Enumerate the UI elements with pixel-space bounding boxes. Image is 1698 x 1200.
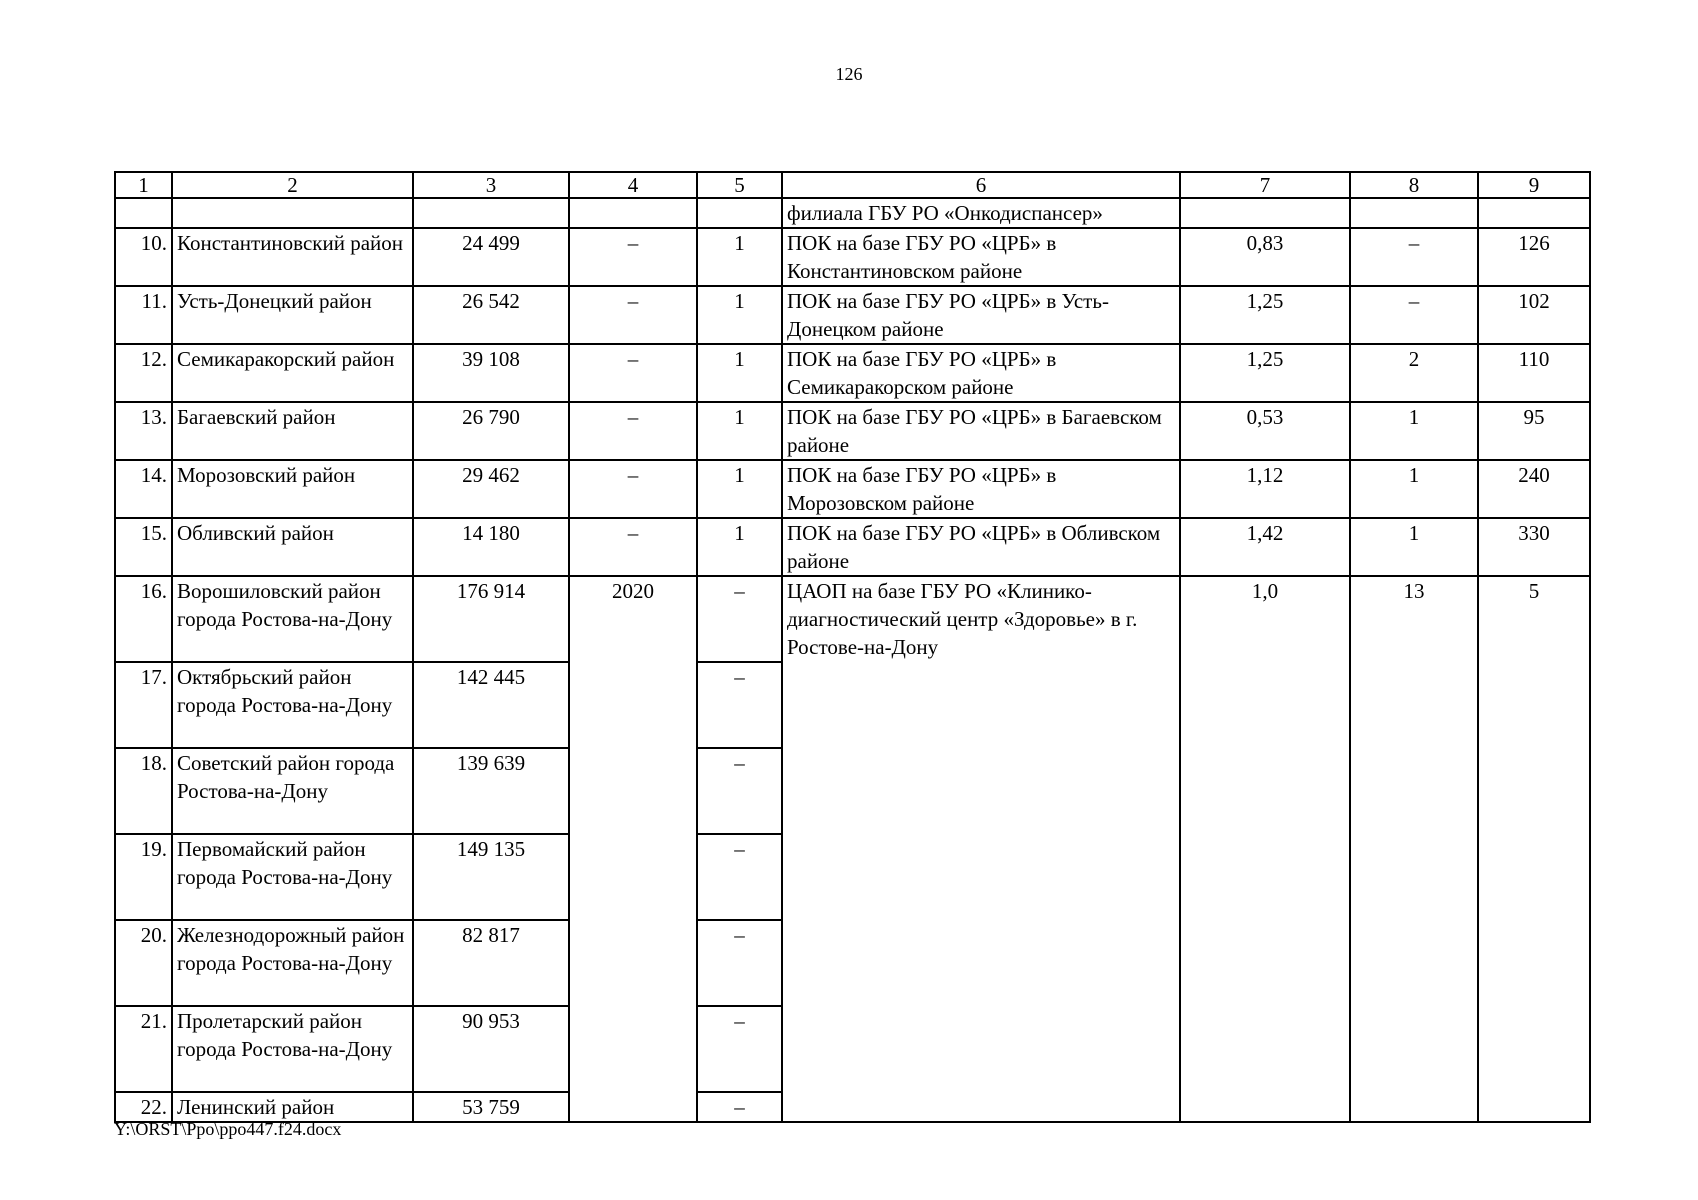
col5-cell: 1 — [697, 402, 782, 460]
header-cell: 8 — [1350, 172, 1478, 198]
district-cell: Обливский район — [172, 518, 413, 576]
district-cell: Ворошиловский район города Ростова-на-Дону — [172, 576, 413, 662]
population-cell: 29 462 — [413, 460, 569, 518]
district-cell: Первомайский район города Ростова-на-Дону — [172, 834, 413, 920]
header-cell: 4 — [569, 172, 697, 198]
table-row — [115, 286, 1590, 344]
col9-cell: 330 — [1478, 518, 1590, 576]
col5-cell: 1 — [697, 460, 782, 518]
year-cell: – — [569, 460, 697, 518]
org-cell: ПОК на базе ГБУ РО «ЦРБ» в Багаевском районе — [782, 402, 1180, 460]
col8-cell: – — [1350, 286, 1478, 344]
year-cell: – — [569, 402, 697, 460]
col7-cell: 1,25 — [1180, 344, 1350, 402]
header-cell: 2 — [172, 172, 413, 198]
population-cell: 90 953 — [413, 1006, 569, 1092]
footer-file-path: Y:\ORST\Ppo\ppo447.f24.docx — [114, 1119, 342, 1139]
population-cell: 176 914 — [413, 576, 569, 662]
population-cell: 149 135 — [413, 834, 569, 920]
table-row — [115, 228, 1590, 286]
population-cell: 82 817 — [413, 920, 569, 1006]
table-row — [115, 402, 1590, 460]
col5-cell: 1 — [697, 228, 782, 286]
col8-cell: – — [1350, 228, 1478, 286]
col5-cell: – — [697, 748, 782, 834]
col5-cell: – — [697, 834, 782, 920]
row-number: 17. — [115, 662, 172, 748]
col8-cell: 2 — [1350, 344, 1478, 402]
header-cell: 3 — [413, 172, 569, 198]
row-number: 13. — [115, 402, 172, 460]
data-table — [114, 171, 1591, 1123]
year-cell: – — [569, 518, 697, 576]
cell — [172, 198, 413, 228]
cell — [569, 198, 697, 228]
cell — [1350, 198, 1478, 228]
population-cell: 26 790 — [413, 402, 569, 460]
col5-cell: – — [697, 576, 782, 662]
cell — [413, 198, 569, 228]
org-cell: ЦАОП на базе ГБУ РО «Клинико-диагностический центр «Здоровье» в г. Ростове-на-Дону — [782, 576, 1180, 1122]
col9-cell: 5 — [1478, 576, 1590, 1122]
district-cell: Багаевский район — [172, 402, 413, 460]
year-cell: – — [569, 286, 697, 344]
col7-cell: 0,83 — [1180, 228, 1350, 286]
cell — [697, 198, 782, 228]
org-cell: ПОК на базе ГБУ РО «ЦРБ» в Морозовском районе — [782, 460, 1180, 518]
header-cell: 7 — [1180, 172, 1350, 198]
population-cell: 139 639 — [413, 748, 569, 834]
org-cell: ПОК на базе ГБУ РО «ЦРБ» в Семикаракорском районе — [782, 344, 1180, 402]
col5-cell: 1 — [697, 344, 782, 402]
population-cell: 39 108 — [413, 344, 569, 402]
page-number: 126 — [835, 64, 863, 84]
row-number: 11. — [115, 286, 172, 344]
col9-cell: 240 — [1478, 460, 1590, 518]
table-row — [115, 460, 1590, 518]
row-number: 22. — [115, 1092, 172, 1122]
year-cell: 2020 — [569, 576, 697, 1122]
district-cell: Морозовский район — [172, 460, 413, 518]
population-cell: 24 499 — [413, 228, 569, 286]
district-cell: Константиновский район — [172, 228, 413, 286]
org-cell: ПОК на базе ГБУ РО «ЦРБ» в Константиновском районе — [782, 228, 1180, 286]
col7-cell: 1,12 — [1180, 460, 1350, 518]
col7-cell: 1,0 — [1180, 576, 1350, 1122]
cell — [1180, 198, 1350, 228]
table-row — [115, 576, 1590, 662]
district-cell: Советский район города Ростова-на-Дону — [172, 748, 413, 834]
col7-cell: 1,42 — [1180, 518, 1350, 576]
org-cell: ПОК на базе ГБУ РО «ЦРБ» в Обливском районе — [782, 518, 1180, 576]
header-row — [115, 172, 1590, 198]
header-cell: 6 — [782, 172, 1180, 198]
org-cell: ПОК на базе ГБУ РО «ЦРБ» в Усть-Донецком районе — [782, 286, 1180, 344]
population-cell: 26 542 — [413, 286, 569, 344]
header-cell: 1 — [115, 172, 172, 198]
row-number: 19. — [115, 834, 172, 920]
cell — [1478, 198, 1590, 228]
population-cell: 53 759 — [413, 1092, 569, 1122]
district-cell: Железнодорожный район города Ростова-на-Дону — [172, 920, 413, 1006]
table-row — [115, 344, 1590, 402]
col9-cell: 95 — [1478, 402, 1590, 460]
year-cell: – — [569, 228, 697, 286]
col8-cell: 13 — [1350, 576, 1478, 1122]
col9-cell: 102 — [1478, 286, 1590, 344]
row-number: 16. — [115, 576, 172, 662]
col9-cell: 110 — [1478, 344, 1590, 402]
district-cell: Пролетарский район города Ростова-на-Дону — [172, 1006, 413, 1092]
org-cell: филиала ГБУ РО «Онкодиспансер» — [782, 198, 1180, 228]
district-cell: Семикаракорский район — [172, 344, 413, 402]
row-number: 21. — [115, 1006, 172, 1092]
col5-cell: 1 — [697, 518, 782, 576]
row-number: 15. — [115, 518, 172, 576]
col8-cell: 1 — [1350, 518, 1478, 576]
row-number: 20. — [115, 920, 172, 1006]
col8-cell: 1 — [1350, 460, 1478, 518]
col5-cell: 1 — [697, 286, 782, 344]
row-number: 14. — [115, 460, 172, 518]
district-cell: Усть-Донецкий район — [172, 286, 413, 344]
col5-cell: – — [697, 1006, 782, 1092]
population-cell: 142 445 — [413, 662, 569, 748]
continued-row — [115, 198, 1590, 228]
row-number: 18. — [115, 748, 172, 834]
col5-cell: – — [697, 662, 782, 748]
col7-cell: 0,53 — [1180, 402, 1350, 460]
row-number: 12. — [115, 344, 172, 402]
year-cell: – — [569, 344, 697, 402]
district-cell: Ленинский район — [172, 1092, 413, 1122]
table-row — [115, 518, 1590, 576]
col7-cell: 1,25 — [1180, 286, 1350, 344]
col9-cell: 126 — [1478, 228, 1590, 286]
col8-cell: 1 — [1350, 402, 1478, 460]
district-cell: Октябрьский район города Ростова-на-Дону — [172, 662, 413, 748]
col5-cell: – — [697, 1092, 782, 1122]
header-cell: 5 — [697, 172, 782, 198]
row-number: 10. — [115, 228, 172, 286]
header-cell: 9 — [1478, 172, 1590, 198]
population-cell: 14 180 — [413, 518, 569, 576]
col5-cell: – — [697, 920, 782, 1006]
cell — [115, 198, 172, 228]
